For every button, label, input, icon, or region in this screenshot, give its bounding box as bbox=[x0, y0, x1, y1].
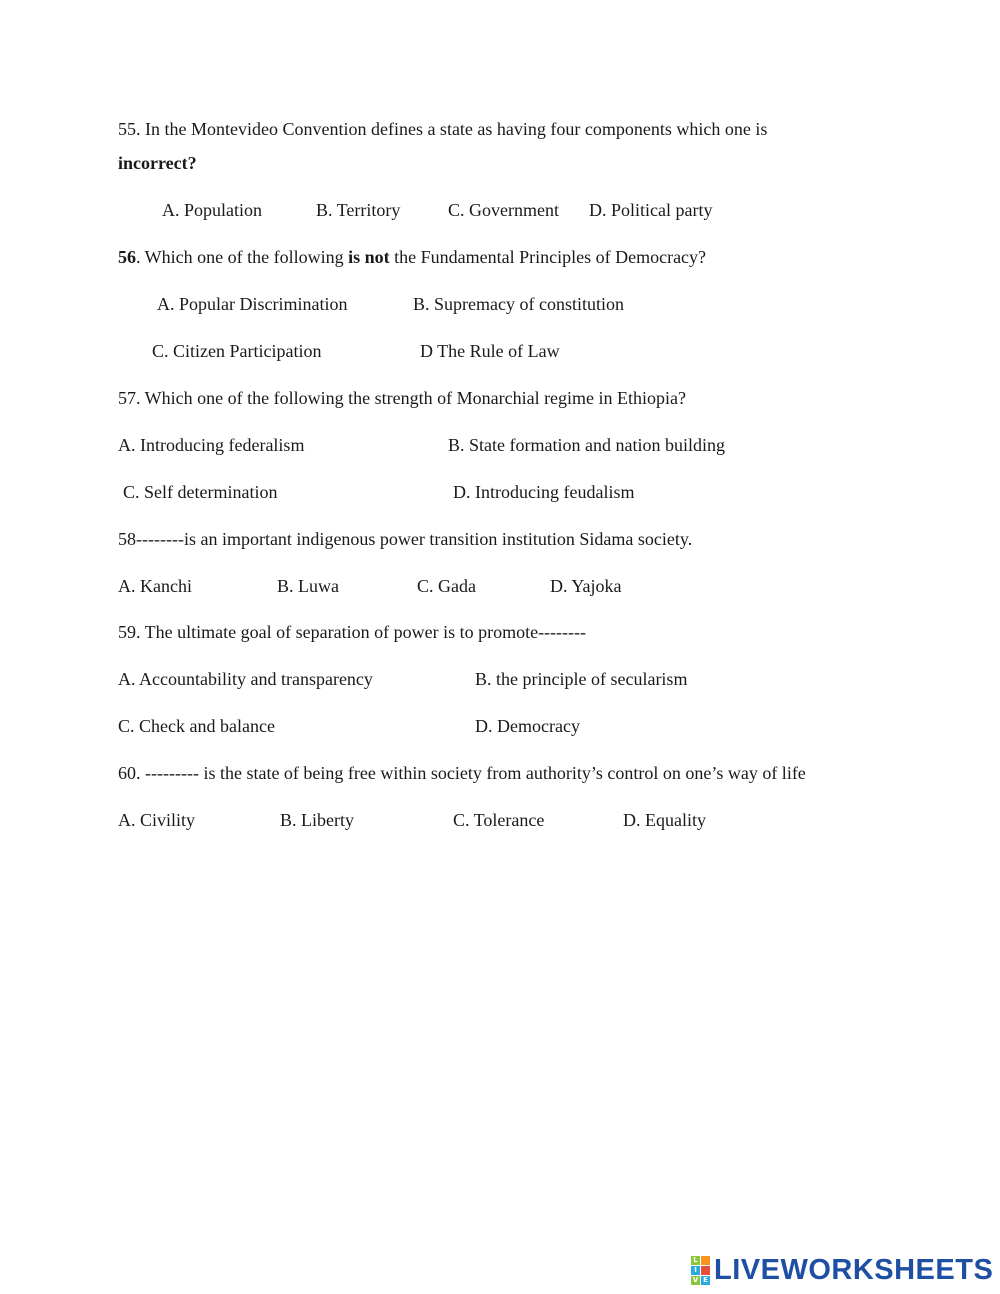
q57-option-d: D. Introducing feudalism bbox=[453, 482, 635, 502]
q55-option-c: C. Government bbox=[448, 200, 559, 220]
q55-option-b: B. Territory bbox=[316, 200, 401, 220]
q56-option-c: C. Citizen Participation bbox=[152, 341, 322, 361]
q57-option-a: A. Introducing federalism bbox=[118, 435, 305, 455]
question-55-emphasis: incorrect? bbox=[118, 153, 197, 173]
q59-option-a: A. Accountability and transparency bbox=[118, 669, 373, 689]
q60-option-b: B. Liberty bbox=[280, 810, 354, 830]
q59-option-c: C. Check and balance bbox=[118, 716, 275, 736]
q59-option-b: B. the principle of secularism bbox=[475, 669, 688, 689]
q55-option-d: D. Political party bbox=[589, 200, 713, 220]
q58-option-b: B. Luwa bbox=[277, 576, 339, 596]
q55-option-a: A. Population bbox=[162, 200, 263, 220]
liveworksheets-logo-text: LIVEWORKSHEETS bbox=[714, 1253, 994, 1286]
q57-option-b: B. State formation and nation building bbox=[448, 435, 725, 455]
q56-option-a: A. Popular Discrimination bbox=[157, 294, 348, 314]
question-56-text: 56. Which one of the following is not the Fundamental Principles of Democracy? bbox=[118, 247, 707, 267]
q60-option-a: A. Civility bbox=[118, 810, 196, 830]
q58-option-a: A. Kanchi bbox=[118, 576, 192, 596]
question-57-text: 57. Which one of the following the strength of Monarchial regime in Ethiopia? bbox=[118, 388, 687, 408]
liveworksheets-logo bbox=[691, 1254, 993, 1286]
question-58-text: 58--------is an important indigenous power transition institution Sidama society. bbox=[118, 529, 693, 549]
question-59-text: 59. The ultimate goal of separation of power is to promote-------- bbox=[118, 622, 587, 642]
question-55-text: 55. In the Montevideo Convention defines a state as having four components which one is bbox=[118, 119, 768, 139]
q59-option-d: D. Democracy bbox=[475, 716, 580, 736]
q60-option-c: C. Tolerance bbox=[453, 810, 545, 830]
q56-option-d: D The Rule of Law bbox=[420, 341, 560, 361]
q60-option-d: D. Equality bbox=[623, 810, 706, 830]
q58-option-d: D. Yajoka bbox=[550, 576, 622, 596]
q56-option-b: B. Supremacy of constitution bbox=[413, 294, 624, 314]
q58-option-c: C. Gada bbox=[417, 576, 476, 596]
q57-option-c: C. Self determination bbox=[123, 482, 278, 502]
liveworksheets-logo-icon: L I V E bbox=[691, 1256, 710, 1285]
question-60-text: 60. --------- is the state of being free within society from authority’s control on one’s way of life bbox=[118, 763, 806, 783]
